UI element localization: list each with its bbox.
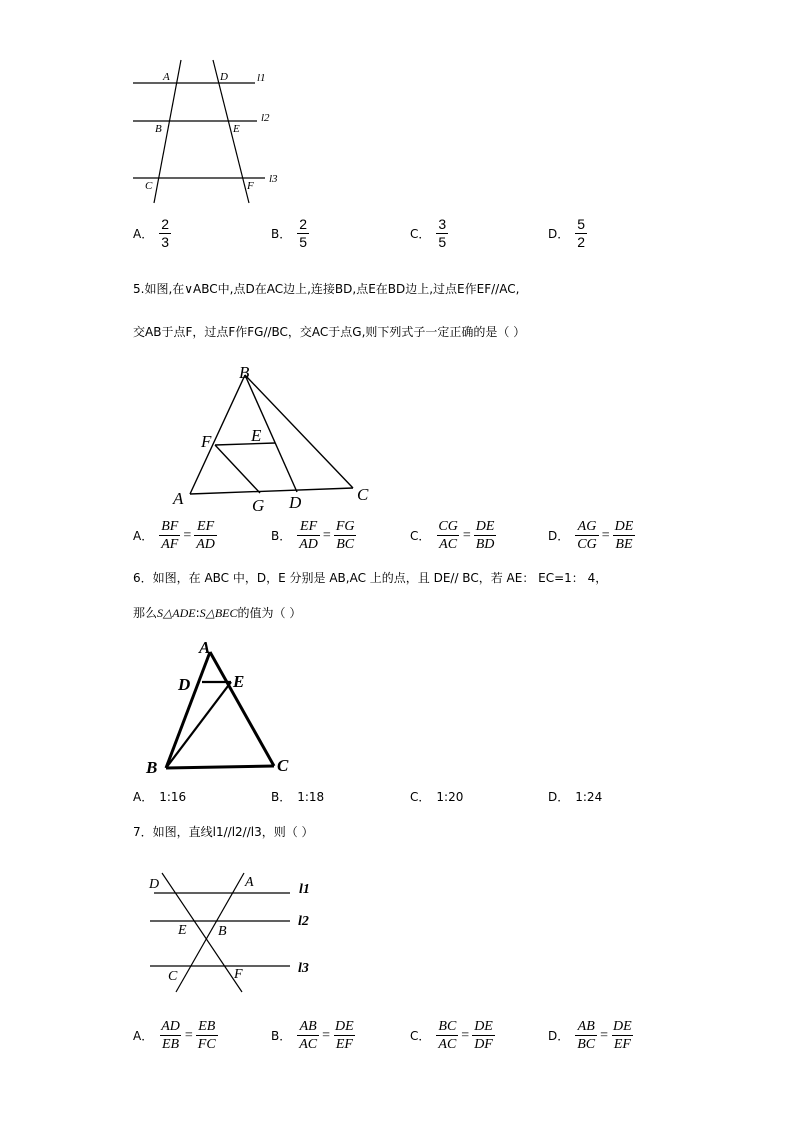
denominator: AD [299,537,318,552]
q5-label-b: B [239,363,250,382]
q6-area-ade: S△ADE [157,606,196,620]
q4-label-c: C [145,180,153,192]
numerator: DE [613,1019,632,1034]
q4-label-b: B [155,123,162,135]
q5-label-f: F [201,432,212,451]
q6-option-c[interactable] [410,788,463,805]
numerator: 2 [161,216,170,232]
denominator: AC [299,1037,318,1052]
denominator: DF [474,1037,493,1052]
option-label: A． [133,790,154,804]
denominator: BC [336,537,355,552]
q7-option-d[interactable] [548,1018,634,1053]
denominator: AC [439,537,458,552]
numerator: 5 [577,216,586,232]
option-value: 1:20 [436,789,464,804]
option-value: 1:18 [297,789,325,804]
denominator: AC [438,1037,457,1052]
q6-triangle-figure [140,635,300,780]
numerator: AG [577,519,597,534]
denominator: FC [197,1037,216,1052]
q4-label-l1: l1 [257,72,266,84]
q7-label-d: D [149,877,160,892]
numerator: DE [474,1019,493,1034]
q6-option-a[interactable] [133,788,186,805]
q7-label-l3: l3 [298,961,309,976]
equals-sign: = [183,527,192,543]
q4-label-f: F [247,180,254,192]
q5-label-e: E [251,426,262,445]
denominator: AD [196,537,215,552]
numerator: AB [577,1019,595,1034]
q6-option-b[interactable] [271,788,324,805]
q7-stem-line1: 7．如图，直线l1//l2//l3，则（ ） [133,825,314,839]
fraction [613,518,636,553]
denominator: 2 [577,234,586,250]
q4-option-c[interactable] [410,216,448,251]
fraction [194,518,217,553]
option-label: B． [271,227,292,241]
option-label: C． [410,1029,431,1043]
numerator: DE [614,519,634,534]
option-label: B． [271,790,292,804]
denominator: CG [577,537,597,552]
equals-sign: = [461,1027,470,1043]
denominator: EB [162,1037,180,1052]
q5-stem-line1: 5.如图,在∨ABC中,点D在AC边上,连接BD,点E在BD边上,过点E作EF//AC, [133,282,520,296]
numerator: EF [300,519,318,534]
q5-option-b[interactable] [271,518,356,553]
q7-option-b[interactable] [271,1018,356,1053]
equals-sign: = [184,1027,193,1043]
fraction [159,216,171,251]
equals-sign: = [322,1027,331,1043]
q6-stem-line1: 6．如图，在 ABC 中，D，E 分别是 AB,AC 上的点，且 DE// BC，若 AE： EC=1： 4， [133,571,608,585]
option-value: 1:16 [159,789,187,804]
equals-sign: = [322,527,331,543]
fraction [575,216,587,251]
q6-label-a: A [199,638,211,657]
q7-label-a: A [245,875,254,890]
option-label: C． [410,227,431,241]
q7-label-l2: l2 [298,914,309,929]
q6-colon: : [195,606,200,620]
numerator: 2 [299,216,308,232]
numerator: 3 [438,216,447,232]
q7-parallel-lines-figure [140,865,340,1000]
denominator: BE [615,537,633,552]
equals-sign: = [601,527,610,543]
q6-label-c: C [277,756,289,775]
q5-option-d[interactable] [548,518,635,553]
fraction [472,1018,495,1053]
denominator: AF [161,537,179,552]
q5-stem-line2: 交AB于点F，过点F作FG//BC，交AC于点G,则下列式子一定正确的是（ ） [133,325,526,339]
option-label: D． [548,529,570,543]
fraction [575,1018,597,1053]
q4-label-e: E [233,123,240,135]
q6-stem-suffix: 的值为（ ） [237,606,302,620]
q7-label-f: F [234,967,243,982]
q5-triangle-figure [165,360,380,515]
q4-option-a[interactable] [133,216,171,251]
option-label: A． [133,227,154,241]
q7-label-e: E [178,923,187,938]
denominator: BD [475,537,495,552]
option-label: B． [271,529,292,543]
numerator: BC [438,1019,457,1034]
option-label: D． [548,227,570,241]
q6-label-b: B [146,758,158,777]
q5-label-d: D [289,493,302,512]
denominator: 5 [299,234,308,250]
fraction [159,1018,182,1053]
q6-option-d[interactable] [548,788,602,805]
q7-option-a[interactable] [133,1018,218,1053]
q7-label-l1: l1 [299,882,310,897]
denominator: 5 [438,234,447,250]
denominator: BC [577,1037,596,1052]
fraction [436,518,459,553]
numerator: EF [197,519,215,534]
denominator: EF [613,1037,631,1052]
fraction [334,518,357,553]
fraction [575,518,598,553]
q6-stem-prefix: 那么 [133,606,158,620]
q7-label-b: B [218,924,227,939]
numerator: EB [198,1019,216,1034]
option-label: D． [548,1029,570,1043]
q4-label-a: A [163,71,170,83]
q4-option-b[interactable] [271,216,309,251]
q5-label-g: G [252,496,265,515]
numerator: AB [299,1019,317,1034]
equals-sign: = [462,527,471,543]
fraction [196,1018,218,1053]
q6-label-d: D [178,675,191,694]
fraction [611,1018,634,1053]
denominator: EF [335,1037,353,1052]
q4-parallel-lines-figure [125,55,295,210]
q7-option-c[interactable] [410,1018,495,1053]
fraction [159,518,180,553]
fraction [436,1018,458,1053]
q6-label-e: E [233,672,245,691]
fraction [474,518,497,553]
fraction [297,1018,319,1053]
q5-option-a[interactable] [133,518,217,553]
option-label: B． [271,1029,292,1043]
option-label: A． [133,529,154,543]
option-label: D． [548,790,570,804]
numerator: BF [161,519,179,534]
fraction [297,216,309,251]
q4-label-l2: l2 [261,112,270,124]
option-label: A． [133,1029,154,1043]
q5-label-a: A [173,489,184,508]
equals-sign: = [600,1027,609,1043]
numerator: DE [335,1019,354,1034]
q5-option-c[interactable] [410,518,496,553]
q6-stem-line2 [133,604,301,621]
fraction [297,518,320,553]
q4-option-d[interactable] [548,216,587,251]
fraction [436,216,448,251]
q4-label-l3: l3 [269,173,278,185]
denominator: 3 [161,234,170,250]
option-label: C． [410,790,431,804]
option-label: C． [410,529,431,543]
q4-label-d: D [220,71,228,83]
q5-label-c: C [357,485,369,504]
numerator: FG [335,519,355,534]
numerator: DE [475,519,495,534]
fraction [333,1018,356,1053]
q7-label-c: C [168,969,178,984]
numerator: CG [438,519,458,534]
q6-area-bec: S△BEC [199,606,238,620]
option-value: 1:24 [575,789,603,804]
numerator: AD [161,1019,180,1034]
